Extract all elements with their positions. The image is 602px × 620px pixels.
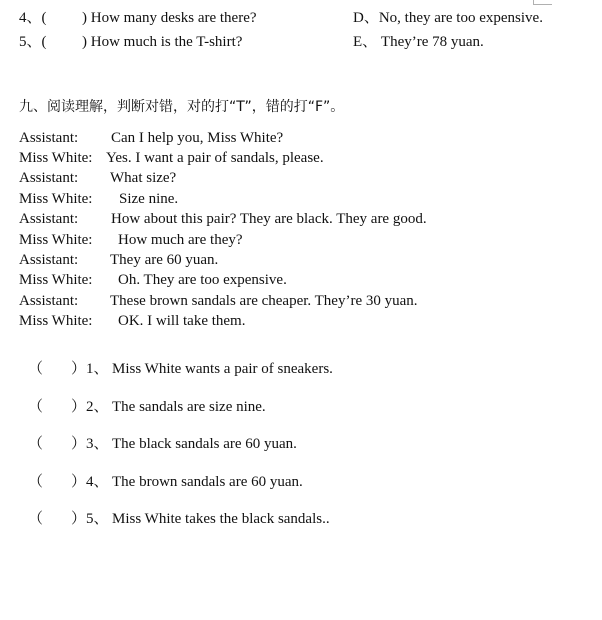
dialogue-text: Size nine. [119, 191, 179, 207]
dialogue-line [19, 292, 418, 310]
answer-blank-open: （ [28, 474, 44, 490]
question-number: 5、 [86, 511, 109, 527]
dialogue-text: Oh. They are too expensive. [118, 272, 287, 288]
question-number: 4、 [86, 474, 109, 490]
dialogue-speaker: Assistant: [19, 293, 79, 309]
question-statement: The brown sandals are 60 yuan. [112, 474, 303, 490]
question-statement: The sandals are size nine. [112, 399, 266, 415]
match-item-question: ) How many desks are there? [82, 10, 257, 26]
dialogue-text: Yes. I want a pair of sandals, please. [106, 150, 324, 166]
dialogue-speaker: Assistant: [19, 211, 79, 227]
dialogue-text: How about this pair? They are black. They are good. [111, 211, 427, 227]
dialogue-line [19, 271, 287, 289]
answer-blank-close: ） [71, 511, 87, 527]
answer-blank-close: ） [71, 399, 87, 415]
answer-blank-open: （ [28, 361, 44, 377]
dialogue-line [19, 231, 243, 249]
answer-blank-open: （ [28, 399, 44, 415]
match-item-label: 5、( [19, 34, 47, 50]
dialogue-speaker: Miss White: [19, 272, 93, 288]
match-item-question: ) How much is the T-shirt? [82, 34, 243, 50]
match-item-answer: D、No, they are too expensive. [353, 10, 543, 26]
dialogue-text: What size? [110, 170, 177, 186]
dialogue-speaker: Assistant: [19, 130, 79, 146]
question-statement: Miss White takes the black sandals.. [112, 511, 330, 527]
dialogue-speaker: Assistant: [19, 252, 79, 268]
question-number: 2、 [86, 399, 109, 415]
dialogue-text: How much are they? [118, 232, 243, 248]
section-heading: 九、阅读理解，判断对错，对的打“T”，错的打“F”。 [19, 99, 345, 115]
page-corner-mark [533, 0, 552, 5]
dialogue-speaker: Miss White: [19, 313, 93, 329]
dialogue-speaker: Assistant: [19, 170, 79, 186]
match-item-label: 4、( [19, 10, 47, 26]
answer-blank-close: ） [71, 361, 87, 377]
dialogue-line [19, 312, 246, 330]
dialogue-line [19, 129, 284, 147]
dialogue-text: These brown sandals are cheaper. They’re 30 yuan. [110, 293, 418, 309]
question-number: 3、 [86, 436, 109, 452]
dialogue-text: OK. I will take them. [118, 313, 246, 329]
answer-blank-close: ） [71, 474, 87, 490]
dialogue-line [19, 169, 177, 187]
dialogue-speaker: Miss White: [19, 150, 93, 166]
answer-blank-open: （ [28, 511, 44, 527]
dialogue-text: Can I help you, Miss White? [111, 130, 284, 146]
question-statement: The black sandals are 60 yuan. [112, 436, 297, 452]
question-statement: Miss White wants a pair of sneakers. [112, 361, 333, 377]
dialogue-text: They are 60 yuan. [110, 252, 219, 268]
dialogue-line [19, 210, 427, 228]
answer-blank-open: （ [28, 436, 44, 452]
dialogue-speaker: Miss White: [19, 232, 93, 248]
answer-blank-close: ） [71, 436, 87, 452]
dialogue-speaker: Miss White: [19, 191, 93, 207]
match-item-answer: E、 They’re 78 yuan. [353, 34, 484, 50]
dialogue-line [19, 190, 179, 208]
dialogue-line [19, 149, 324, 167]
question-number: 1、 [86, 361, 109, 377]
dialogue-line [19, 251, 219, 269]
